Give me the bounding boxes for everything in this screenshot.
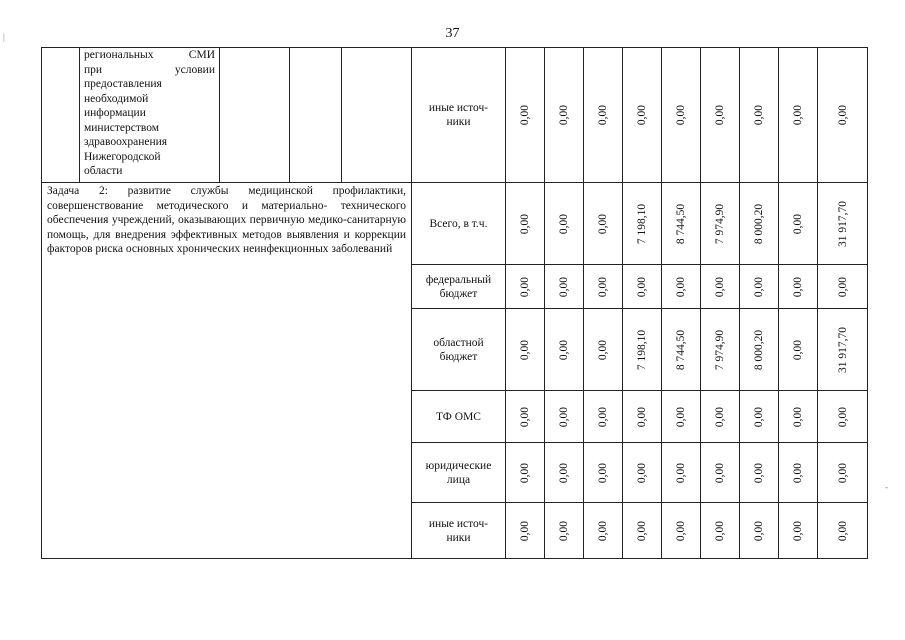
value-text: 0,00	[519, 339, 531, 360]
value-cell	[506, 48, 545, 183]
value-text: 0,00	[597, 213, 609, 234]
value-text: 0,00	[558, 276, 570, 297]
value-cell	[662, 265, 701, 309]
value-cell	[584, 391, 623, 443]
value-cell	[584, 183, 623, 265]
value-text: 0,00	[836, 406, 849, 427]
funding-source-text: иные источ-	[428, 102, 489, 114]
value-cell	[506, 503, 545, 559]
value-cell	[818, 265, 868, 309]
value-text: 0,00	[519, 104, 531, 126]
value-cell	[740, 391, 779, 443]
value-text: 0,00	[753, 462, 765, 483]
funding-source-text: ТФ ОМС	[436, 410, 481, 423]
value-cell	[818, 48, 868, 183]
value-cell	[545, 309, 584, 391]
value-cell	[779, 309, 818, 391]
value-text: 0,00	[675, 276, 687, 297]
empty-cell	[42, 48, 80, 183]
value-cell	[818, 443, 868, 503]
value-cell	[623, 48, 662, 183]
description-line: необходимой	[84, 92, 149, 105]
funding-source-cell	[412, 309, 506, 391]
value-cell	[584, 443, 623, 503]
funding-source-cell	[412, 48, 506, 183]
value-cell	[662, 309, 701, 391]
value-text: 0,00	[753, 520, 765, 541]
description-word: условии	[174, 63, 215, 76]
description-word: при	[84, 63, 103, 76]
value-text: 0,00	[636, 276, 648, 297]
description-line: области	[84, 165, 123, 177]
value-text: 0,00	[714, 104, 726, 126]
value-text: 8 744,50	[675, 203, 687, 244]
value-cell	[779, 443, 818, 503]
value-cell	[662, 48, 701, 183]
funding-source-cell	[412, 183, 506, 265]
value-text: 0,00	[753, 104, 765, 126]
value-cell	[701, 503, 740, 559]
value-text: 0,00	[792, 104, 804, 126]
value-text: 0,00	[636, 520, 648, 541]
value-text: 0,00	[792, 462, 804, 483]
value-cell	[779, 503, 818, 559]
value-cell	[740, 183, 779, 265]
value-text: 8 000,20	[753, 329, 765, 370]
value-cell	[506, 391, 545, 443]
value-cell	[701, 391, 740, 443]
value-text: 8 744,50	[675, 329, 687, 370]
value-cell	[818, 391, 868, 443]
value-cell	[818, 183, 868, 265]
value-cell	[584, 265, 623, 309]
value-cell	[623, 443, 662, 503]
value-cell	[506, 443, 545, 503]
value-cell	[545, 48, 584, 183]
value-text: 0,00	[675, 520, 687, 541]
value-cell	[740, 443, 779, 503]
value-text: 0,00	[597, 462, 609, 483]
value-cell	[740, 265, 779, 309]
value-text: 0,00	[753, 406, 765, 427]
value-text: 0,00	[597, 406, 609, 427]
value-cell	[584, 503, 623, 559]
value-text: 0,00	[836, 276, 849, 297]
measure-description	[80, 48, 220, 183]
value-cell	[545, 443, 584, 503]
value-text: 7 198,10	[636, 203, 648, 244]
value-cell	[779, 391, 818, 443]
value-cell	[662, 183, 701, 265]
value-text: 0,00	[792, 339, 804, 360]
value-cell	[701, 183, 740, 265]
value-text: 0,00	[636, 462, 648, 483]
value-cell	[506, 265, 545, 309]
value-cell	[818, 309, 868, 391]
value-cell	[662, 391, 701, 443]
value-cell	[584, 309, 623, 391]
value-text: 0,00	[792, 406, 804, 427]
value-text: 0,00	[753, 276, 765, 297]
funding-source-text: иные источ-	[428, 517, 489, 530]
value-text: 0,00	[597, 339, 609, 360]
value-text: 0,00	[836, 462, 849, 483]
empty-cell	[290, 48, 342, 183]
value-text: 0,00	[714, 406, 726, 427]
value-text: 8 000,20	[753, 203, 765, 244]
value-text: 31 917,70	[836, 326, 849, 373]
value-text: 0,00	[675, 406, 687, 427]
value-cell	[623, 309, 662, 391]
margin-mark: |	[3, 32, 5, 42]
description-line: министерством	[84, 121, 160, 134]
funding-source-cell	[412, 443, 506, 503]
value-text: 0,00	[714, 520, 726, 541]
value-cell	[623, 391, 662, 443]
funding-source-text: областной бюджет	[433, 336, 484, 363]
value-text: 7 198,10	[636, 329, 648, 370]
page-number: 37	[445, 26, 460, 41]
value-cell	[545, 183, 584, 265]
margin-mark: -	[885, 482, 888, 492]
value-cell	[506, 183, 545, 265]
funding-source-text: ники	[446, 531, 471, 544]
description-line: здравоохранения	[84, 136, 168, 148]
value-cell	[662, 503, 701, 559]
value-text: 0,00	[519, 276, 531, 297]
value-cell	[779, 183, 818, 265]
value-text: 0,00	[675, 462, 687, 483]
value-cell	[740, 309, 779, 391]
funding-source-cell	[412, 503, 506, 559]
value-text: 0,00	[519, 406, 531, 427]
value-cell	[818, 503, 868, 559]
value-text: 7 974,90	[714, 329, 726, 370]
value-text: 0,00	[558, 339, 570, 360]
value-text: 0,00	[558, 520, 570, 541]
funding-source-text: Всего, в т.ч.	[429, 217, 488, 230]
task-description: Задача 2: развитие службы медицинской профилактики, совершенствование методического и материально- технического обеспечения учреждений, оказывающих первичную медико-санитарную помощь, для внедрения эффективных методов выявления и коррекции факторов риска основных хронических неинфекционных заболеваний	[42, 183, 412, 559]
value-text: 0,00	[836, 520, 849, 541]
value-cell	[701, 48, 740, 183]
value-cell	[662, 443, 701, 503]
funding-source-text: ники	[446, 116, 471, 128]
value-text: 0,00	[519, 520, 531, 541]
value-cell	[506, 309, 545, 391]
value-text: 0,00	[792, 520, 804, 541]
value-cell	[545, 503, 584, 559]
description-line: предоставления	[84, 78, 162, 90]
description-word: СМИ	[188, 49, 215, 61]
value-text: 0,00	[597, 104, 609, 126]
value-text: 0,00	[636, 104, 648, 126]
value-cell	[545, 265, 584, 309]
value-cell	[740, 48, 779, 183]
value-text: 0,00	[714, 462, 726, 483]
description-line: информации	[84, 107, 146, 119]
value-text: 0,00	[519, 213, 531, 234]
funding-source-text: юридические лица	[425, 459, 492, 486]
value-text: 0,00	[597, 276, 609, 297]
description-line: Нижегородской	[84, 150, 161, 163]
funding-source-cell	[412, 391, 506, 443]
value-cell	[623, 503, 662, 559]
value-text: 31 917,70	[836, 200, 849, 247]
value-cell	[701, 309, 740, 391]
value-cell	[545, 391, 584, 443]
value-text: 0,00	[519, 462, 531, 483]
budget-table	[41, 47, 868, 559]
value-cell	[779, 265, 818, 309]
empty-cell	[220, 48, 290, 183]
value-text: 0,00	[558, 213, 570, 234]
value-text: 0,00	[558, 462, 570, 483]
value-text: 0,00	[792, 213, 804, 234]
value-cell	[623, 265, 662, 309]
funding-source-cell	[412, 265, 506, 309]
value-text: 0,00	[714, 276, 726, 297]
value-text: 7 974,90	[714, 203, 726, 244]
value-text: 0,00	[597, 520, 609, 541]
value-text: 0,00	[636, 406, 648, 427]
description-line	[84, 63, 215, 78]
value-text: 0,00	[558, 104, 570, 126]
value-cell	[779, 48, 818, 183]
value-cell	[701, 265, 740, 309]
value-cell	[701, 443, 740, 503]
description-line	[84, 48, 215, 63]
value-text: 0,00	[675, 104, 687, 126]
value-cell	[740, 503, 779, 559]
value-text: 0,00	[836, 104, 849, 126]
value-text: 0,00	[558, 406, 570, 427]
empty-cell	[342, 48, 412, 183]
description-word: региональных	[84, 49, 154, 61]
value-cell	[584, 48, 623, 183]
value-text: 0,00	[792, 276, 804, 297]
value-cell	[623, 183, 662, 265]
funding-source-text: федеральный бюджет	[425, 273, 492, 300]
